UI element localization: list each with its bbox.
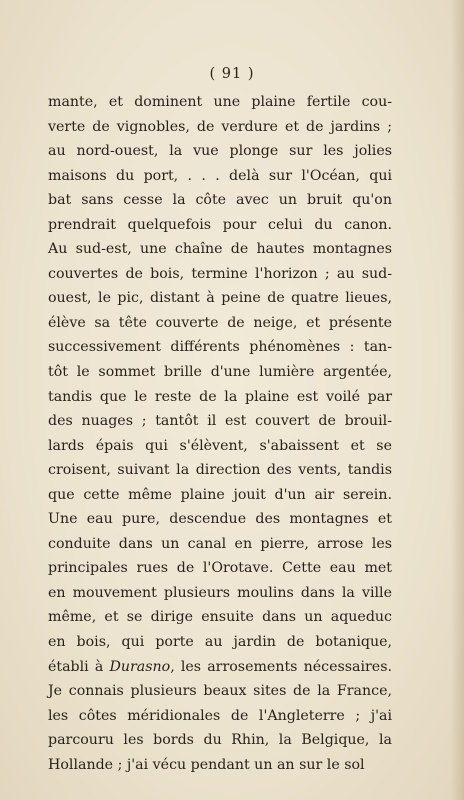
text-line: verte de vignobles, de verdure et de jardins ;: [48, 118, 392, 135]
text-line: en mouvement plusieurs moulins dans la ville: [48, 584, 392, 601]
text-line: croisent, suivant la direction des vents, tandis: [48, 462, 392, 479]
text-line: tôt le sommet brille d'une lumière argentée,: [48, 364, 392, 381]
text-line-with-italic: [48, 655, 392, 680]
text-line: que cette même plaine jouit d'un air serein.: [48, 486, 392, 503]
body-text: [48, 90, 392, 777]
text-line: Hollande ; j'ai vécu pendant un an sur le sol: [48, 756, 365, 773]
text-line: principales rues de l'Orotave. Cette eau met: [48, 560, 392, 577]
text-line: parcouru les bords du Rhin, la Belgique, la: [48, 732, 392, 749]
text-line: mante, et dominent une plaine fertile cou-: [48, 94, 392, 110]
text-line: Je connais plusieurs beaux sites de la France,: [48, 683, 392, 700]
text-line: couvertes de bois, termine l'horizon ; au sud-: [48, 265, 392, 282]
text-line: prendrait quelquefois pour celui du canon.: [48, 216, 392, 233]
page-number: ( 91 ): [209, 66, 255, 82]
text-line: ouest, le pic, distant à peine de quatre lieues,: [48, 290, 392, 307]
text-line: en bois, qui porte au jardin de botanique,: [48, 634, 392, 651]
text-segment: , les arrosements nécessaires.: [170, 658, 392, 675]
text-line: conduite dans un canal en pierre, arrose les: [48, 535, 392, 552]
text-line: successivement différents phénomènes : tan-: [48, 339, 392, 356]
text-line: lards épais qui s'élèvent, s'abaissent et se: [48, 437, 392, 454]
text-line: tandis que le reste de la plaine est voilé par: [48, 388, 392, 405]
text-line: les côtes méridionales de l'Angleterre ; j'ai: [48, 707, 392, 724]
italic-place-name: Durasno: [109, 658, 171, 675]
text-line: bat sans cesse la côte avec un bruit qu'on: [48, 192, 392, 209]
text-line: même, et se dirige ensuite dans un aqueduc: [48, 609, 392, 626]
page-edge-shadow: [450, 0, 464, 800]
text-segment: établi à: [48, 658, 110, 675]
text-line: maisons du port, . . . delà sur l'Océan, qui: [48, 167, 392, 184]
text-line: au nord-ouest, la vue plonge sur les jolies: [48, 143, 392, 160]
text-line: Au sud-est, une chaîne de hautes montagnes: [48, 241, 392, 258]
text-line: Une eau pure, descendue des montagnes et: [48, 511, 392, 528]
text-line: élève sa tête couverte de neige, et présente: [48, 314, 392, 331]
text-line: des nuages ; tantôt il est couvert de brouil-: [48, 413, 392, 430]
